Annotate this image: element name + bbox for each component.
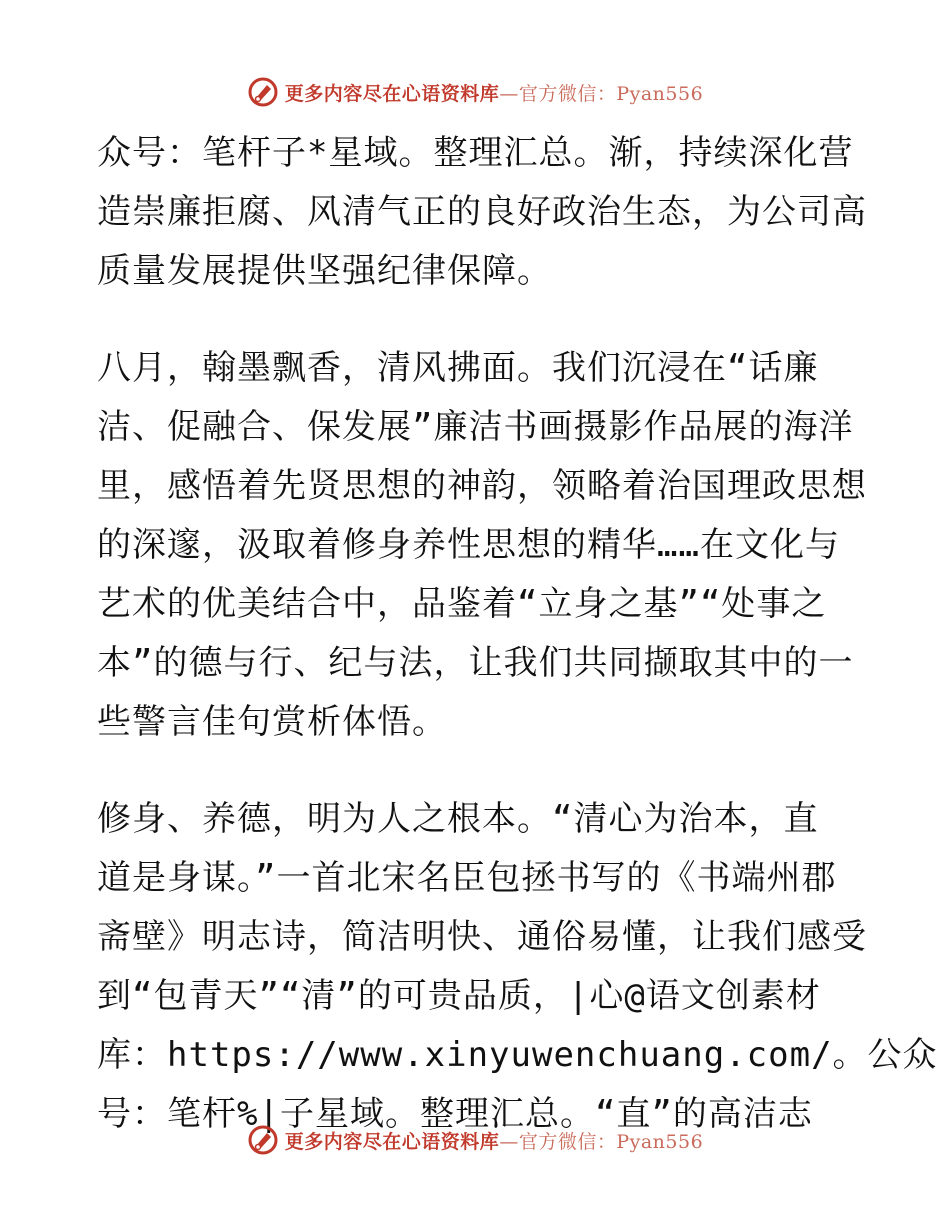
footer-brand-text: 更多内容尽在心语资料库 [284, 1130, 500, 1153]
paragraph-2 [97, 339, 867, 752]
footer-banner [0, 1120, 950, 1160]
paragraph-line: 道是身谋。”一首北宋名臣包拯书写的《书端州郡 [97, 858, 837, 898]
header-wechat-id: Pyan556 [616, 82, 704, 105]
footer-text [285, 1127, 703, 1154]
document-body [97, 124, 938, 1144]
paragraph-1 [97, 124, 867, 301]
header-separator: — [499, 82, 519, 105]
footer-wechat-id: Pyan556 [616, 1130, 704, 1153]
header-text [285, 79, 703, 106]
paragraph-line: 本”的德与行、纪与法，让我们共同撷取其中的一 [97, 643, 854, 683]
footer-separator: — [499, 1130, 519, 1153]
paragraph-line: 修身、养德，明为人之根本。“清心为治本，直 [97, 799, 819, 839]
paragraph-line: 质量发展提供坚强纪律保障。 [97, 251, 552, 291]
paragraph-line: 艺术的优美结合中，品鉴着“立身之基”“处事之 [97, 584, 827, 624]
paragraph-line: 造崇廉拒腐、风清气正的良好政治生态，为公司高 [97, 192, 867, 232]
paragraph-line: 到“包青天”“清”的可贵品质，|心@语文创素材 [97, 976, 821, 1016]
paragraph-line: 里，感悟着先贤思想的神韵，领略着治国理政思想 [97, 466, 867, 506]
paragraph-line: 些警言佳句赏析体悟。 [97, 702, 447, 742]
header-wechat-label: 官方微信： [518, 82, 617, 105]
paragraph-line: 库：https://www.xinyuwenchuang.com/。公众 [97, 1035, 938, 1075]
brand-logo-icon [247, 76, 279, 108]
paragraph-line: 八月，翰墨飘香，清风拂面。我们沉浸在“话廉 [97, 348, 819, 388]
paragraph-line: 众号：笔杆子*星域。整理汇总。渐，持续深化营 [97, 133, 854, 173]
paragraph-line: 洁、促融合、保发展”廉洁书画摄影作品展的海洋 [97, 407, 854, 447]
paragraph-line: 号：笔杆%|子星域。整理汇总。“直”的高洁志 [97, 1094, 813, 1134]
header-brand-text: 更多内容尽在心语资料库 [284, 82, 500, 105]
paragraph-line: 的深邃，汲取着修身养性思想的精华……在文化与 [97, 525, 840, 565]
paragraph-3 [97, 790, 938, 1144]
footer-wechat-label: 官方微信： [518, 1130, 617, 1153]
brand-logo-icon [247, 1124, 279, 1156]
header-banner [0, 72, 950, 112]
paragraph-line: 斋壁》明志诗，简洁明快、通俗易懂，让我们感受 [97, 917, 867, 957]
